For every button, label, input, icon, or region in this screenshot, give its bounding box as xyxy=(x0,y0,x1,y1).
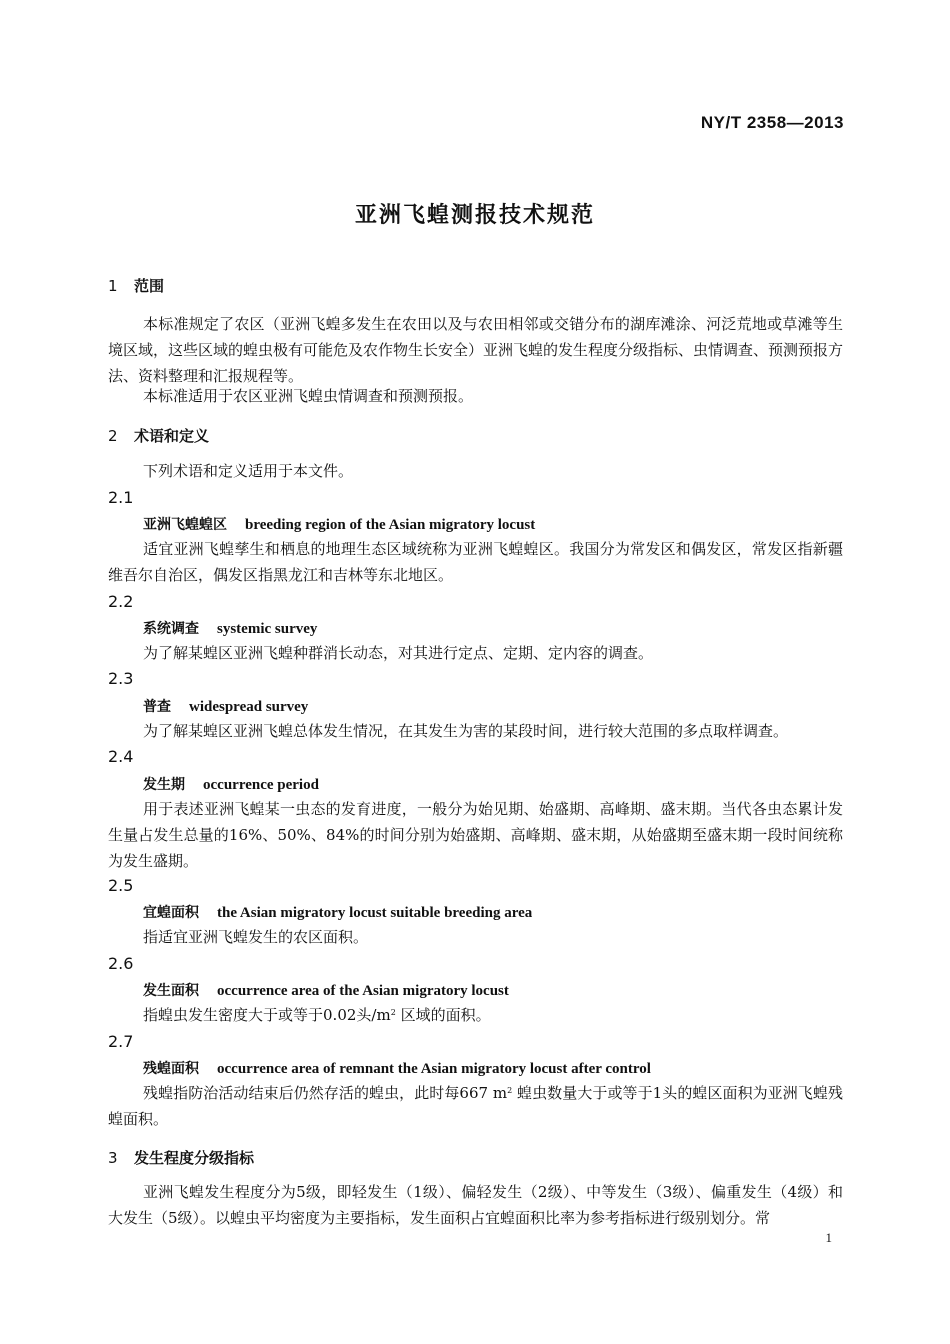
term-definition: 为了解某蝗区亚洲飞蝗总体发生情况，在其发生为害的某段时间，进行较大范围的多点取样调查。 xyxy=(143,722,789,740)
section-2-intro: 下列术语和定义适用于本文件。 xyxy=(143,462,354,480)
term-english: occurrence area of the Asian migratory locust xyxy=(217,983,509,999)
term-definition: 指适宜亚洲飞蝗发生的农区面积。 xyxy=(143,928,369,946)
term-english: occurrence period xyxy=(203,777,319,793)
section-1-heading xyxy=(108,275,164,296)
term-english: systemic survey xyxy=(217,621,318,637)
definition-text: 蝗虫数量大于或等于1头的蝗区面积为亚洲飞蝗残蝗面积。 xyxy=(108,1084,844,1128)
term-heading xyxy=(143,696,308,716)
definition-text: 残蝗指防治活动结束后仍然存活的蝗虫，此时每667 m xyxy=(143,1084,508,1102)
section-1-paragraph-1: 本标准规定了农区（亚洲飞蝗多发生在农田以及与农田相邻或交错分布的湖库滩涂、河泛荒地或草滩等生境区域，这些区域的蝗虫极有可能危及农作物生长安全）亚洲飞蝗的发生程度分级指标、虫情调查、预测预报方法、资料整理和汇报规程等。 xyxy=(108,315,844,385)
term-definition: 为了解某蝗区亚洲飞蝗种群消长动态，对其进行定点、定期、定内容的调查。 xyxy=(143,644,654,662)
term-number: 2.2 xyxy=(108,592,134,611)
term-chinese: 残蝗面积 xyxy=(143,1061,199,1077)
term-heading xyxy=(143,1058,651,1078)
term-definition: 适宜亚洲飞蝗孳生和栖息的地理生态区域统称为亚洲飞蝗蝗区。我国分为常发区和偶发区，常发区指新疆维吾尔自治区，偶发区指黑龙江和吉林等东北地区。 xyxy=(108,540,843,584)
section-3-paragraph-1: 亚洲飞蝗发生程度分为5级，即轻发生（1级）、偏轻发生（2级）、中等发生（3级）、偏重发生（4级）和大发生（5级）。以蝗虫平均密度为主要指标，发生面积占宜蝗面积比率为参考指标进行级别划分。常 xyxy=(108,1183,843,1227)
term-english: the Asian migratory locust suitable breeding area xyxy=(217,905,533,921)
term-heading xyxy=(143,774,319,794)
term-heading xyxy=(143,618,317,638)
term-chinese: 宜蝗面积 xyxy=(143,905,199,921)
term-chinese: 系统调查 xyxy=(143,621,199,637)
section-title: 发生程度分级指标 xyxy=(134,1149,255,1167)
term-definition: 用于表述亚洲飞蝗某一虫态的发育进度，一般分为始见期、始盛期、高峰期、盛末期。当代各虫态累计发生量占发生总量的16%、50%、84%的时间分别为始盛期、高峰期、盛末期，从始盛期至盛末期一段时间统称为发生盛期。 xyxy=(108,800,843,870)
term-english: breeding region of the Asian migratory locust xyxy=(245,517,536,533)
section-1-paragraph-2: 本标准适用于农区亚洲飞蝗虫情调查和预测预报。 xyxy=(143,387,474,405)
term-number: 2.6 xyxy=(108,954,134,973)
term-number: 2.3 xyxy=(108,669,134,688)
definition-text: 区域的面积。 xyxy=(400,1006,491,1024)
section-number: 3 xyxy=(108,1149,118,1167)
term-number: 2.4 xyxy=(108,747,134,766)
section-title: 范围 xyxy=(134,277,165,295)
term-number: 2.7 xyxy=(108,1032,134,1051)
superscript: 2 xyxy=(390,1008,396,1017)
term-english: widespread survey xyxy=(189,699,309,715)
superscript: 2 xyxy=(507,1086,513,1095)
term-chinese: 发生面积 xyxy=(143,983,199,999)
document-title: 亚洲飞蝗测报技术规范 xyxy=(354,203,595,228)
term-heading xyxy=(143,514,535,534)
term-english: occurrence area of remnant the Asian migratory locust after control xyxy=(217,1061,651,1077)
section-number: 1 xyxy=(108,277,118,295)
term-number: 2.1 xyxy=(108,488,134,507)
section-3-heading xyxy=(108,1147,254,1168)
page-number: 1 xyxy=(825,1230,832,1245)
standard-number: NY/T 2358—2013 xyxy=(700,113,844,132)
section-title: 术语和定义 xyxy=(134,427,210,445)
term-definition xyxy=(108,1002,843,1028)
definition-text: 指蝗虫发生密度大于或等于0.02头/m xyxy=(143,1006,391,1024)
term-definition xyxy=(108,1080,843,1132)
term-heading xyxy=(143,902,532,922)
term-chinese: 发生期 xyxy=(143,777,185,793)
section-2-heading xyxy=(108,425,209,446)
term-chinese: 亚洲飞蝗蝗区 xyxy=(143,517,227,533)
term-number: 2.5 xyxy=(108,876,134,895)
term-heading xyxy=(143,980,509,1000)
section-number: 2 xyxy=(108,427,118,445)
term-chinese: 普查 xyxy=(143,699,171,715)
